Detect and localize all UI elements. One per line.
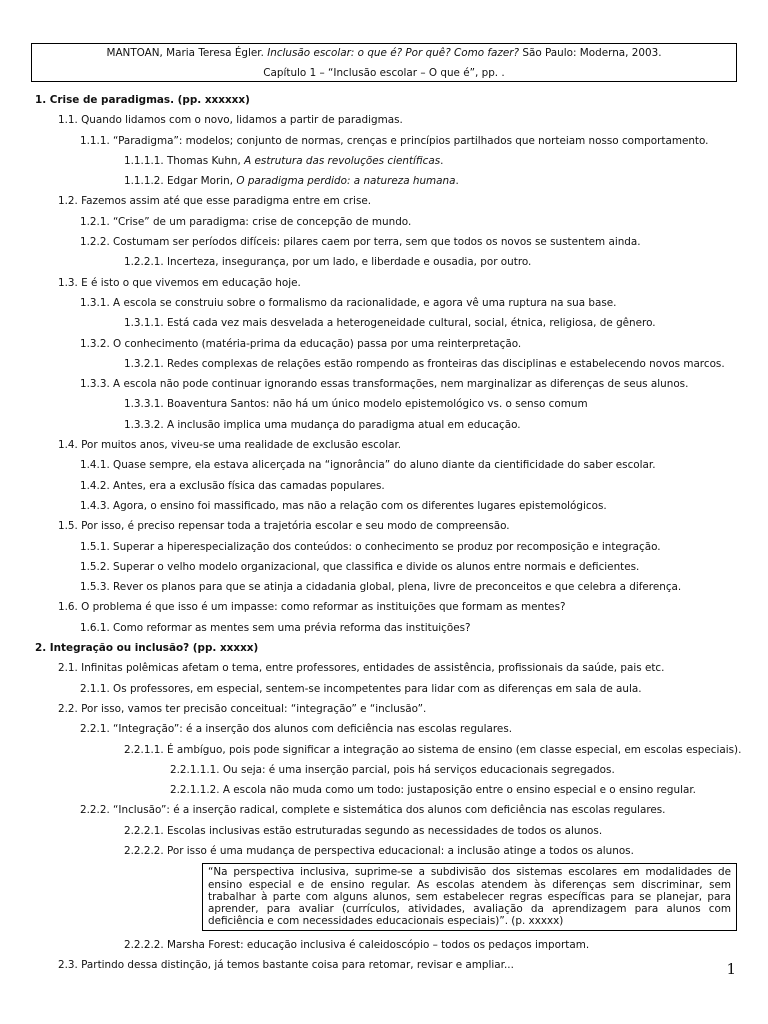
outline-item-text: 1.2.2.1. Incerteza, insegurança, por um lado, e liberdade e ousadia, por outro. xyxy=(124,256,532,269)
outline-item-text: 1.3. E é isto o que vivemos em educação hoje. xyxy=(58,276,301,289)
outline-item-text: 1.3.3.2. A inclusão implica uma mudança do paradigma atual em educação. xyxy=(124,418,521,431)
outline-item-text: 2.2.1.1. É ambíguo, pois pode significar a integração ao sistema de ensino (em classe especial, em escolas especiais). xyxy=(124,743,742,756)
quotation-box: “Na perspectiva inclusiva, suprime-se a subdivisão dos sistemas escolares em modalidades de ensino especial e de ensino regular. As escolas atendem às diferenças sem discriminar, sem trabalhar à parte com alguns alunos, sem estabelecer regras específicas para se planejar, para aprender, para avaliar (currículos, atividades, avaliação da aprendizagem para alunos com deficiência e com necessidades educacionais especiais)”. (p. xxxxx) xyxy=(202,863,737,930)
outline-item-text: 1.2.2. Costumam ser períodos difíceis: pilares caem por terra, sem que todos os novos se sustentem ainda. xyxy=(80,236,641,249)
work-title: O paradigma perdido: a natureza humana xyxy=(236,175,456,188)
outline-item xyxy=(0,821,768,841)
outline-item-text: 1.5.2. Superar o velho modelo organizacional, que classifica e divide os alunos entre normais e deficientes. xyxy=(80,560,640,573)
outline-item xyxy=(0,800,768,820)
outline-item xyxy=(0,171,768,191)
outline-item xyxy=(0,131,768,151)
outline-item-text: 1. Crise de paradigmas. (pp. xxxxxx) xyxy=(35,94,250,106)
outline-item-text: 1.3.1.1. Está cada vez mais desvelada a heterogeneidade cultural, social, étnica, religiosa, de gênero. xyxy=(124,317,656,330)
outline-item xyxy=(0,313,768,333)
outline-item-suffix: . xyxy=(440,154,444,167)
outline-item-text: 1.3.3. A escola não pode continuar ignorando essas transformações, nem marginalizar as diferenças de seus alunos. xyxy=(80,378,689,391)
outline-item xyxy=(0,658,768,678)
outline-item-text: 2.2.1.1.2. A escola não muda como um todo: justaposição entre o ensino especial e o ensino regular. xyxy=(170,784,696,797)
outline-item xyxy=(0,618,768,638)
outline-item xyxy=(0,740,768,760)
outline-item-text: 2.2. Por isso, vamos ter precisão conceitual: “integração” e “inclusão”. xyxy=(58,702,427,715)
outline-item xyxy=(0,841,768,861)
outline-item-text: 1.1.1.1. Thomas Kuhn, xyxy=(124,154,245,167)
outline-item xyxy=(0,516,768,536)
outline-item xyxy=(0,760,768,780)
outline-item-text: 1.6. O problema é que isso é um impasse: como reformar as instituições que formam as mentes? xyxy=(58,601,566,614)
outline-item xyxy=(0,719,768,739)
outline-item-text: 2.1.1. Os professores, em especial, sentem-se incompetentes para lidar com as diferenças em sala de aula. xyxy=(80,682,642,695)
outline-item xyxy=(0,252,768,272)
outline-item-text: 2.3. Partindo dessa distinção, já temos bastante coisa para retomar, revisar e ampliar... xyxy=(58,959,514,972)
outline-item xyxy=(0,780,768,800)
outline-item-text: 1.4.3. Agora, o ensino foi massificado, mas não a relação com os diferentes lugares epistemológicos. xyxy=(80,499,607,512)
outline-item-text: 1.3.1. A escola se construiu sobre o formalismo da racionalidade, e agora vê uma ruptura na sua base. xyxy=(80,296,617,309)
reference-line xyxy=(32,47,736,59)
outline-item-text: 1.5.3. Rever os planos para que se atinja a cidadania global, plena, livre de preconceitos e que celebra a diferença. xyxy=(80,581,682,594)
outline-item-text: 2. Integração ou inclusão? (pp. xxxxx) xyxy=(35,642,259,655)
reference-author: MANTOAN, Maria Teresa Égler. xyxy=(106,47,264,59)
outline-item-text: 1.3.2.1. Redes complexas de relações estão rompendo as fronteiras das disciplinas e estabelecendo novos marcos. xyxy=(124,357,725,370)
outline-item xyxy=(0,476,768,496)
outline-item xyxy=(0,935,768,955)
bibliographic-reference-box xyxy=(31,43,737,82)
section-heading xyxy=(0,90,768,110)
outline-item xyxy=(0,699,768,719)
outline-item xyxy=(0,435,768,455)
reference-title: Inclusão escolar: o que é? Por quê? Como fazer? xyxy=(267,47,520,59)
outline-item-text: 2.2.1.1.1. Ou seja: é uma inserção parcial, pois há serviços educacionais segregados. xyxy=(170,763,615,776)
outline-item-text: 1.1.1.2. Edgar Morin, xyxy=(124,175,237,188)
work-title: A estrutura das revoluções científicas xyxy=(244,154,441,167)
outline-item xyxy=(0,212,768,232)
outline-item-text: 2.2.2.1. Escolas inclusivas estão estruturadas segundo as necessidades de todos os alunos. xyxy=(124,824,603,837)
chapter-line: Capítulo 1 – “Inclusão escolar – O que é”, pp. . xyxy=(263,67,505,79)
outline-item xyxy=(0,597,768,617)
outline-item xyxy=(0,955,768,975)
outline-item xyxy=(0,110,768,130)
outline-item xyxy=(0,151,768,171)
outline-item-text: 1.4. Por muitos anos, viveu-se uma realidade de exclusão escolar. xyxy=(58,439,402,452)
outline-item xyxy=(0,577,768,597)
outline-item xyxy=(0,537,768,557)
outline-item-text: 2.2.2. “Inclusão”: é a inserção radical, complete e sistemática dos alunos com deficiência nas escolas regulares. xyxy=(80,804,666,817)
outline-item xyxy=(0,334,768,354)
outline-item-text: 1.2. Fazemos assim até que esse paradigma entre em crise. xyxy=(58,195,372,208)
outline xyxy=(0,90,768,975)
outline-item xyxy=(0,273,768,293)
outline-item-text: 2.2.2.2. Por isso é uma mudança de perspectiva educacional: a inclusão atinge a todos os alunos. xyxy=(124,844,634,857)
outline-item xyxy=(0,557,768,577)
outline-item-text: 1.1. Quando lidamos com o novo, lidamos a partir de paradigmas. xyxy=(58,114,403,127)
outline-item-text: 1.4.1. Quase sempre, ela estava alicerçada na “ignorância” do aluno diante da cientificidade do saber escolar. xyxy=(80,459,656,472)
outline-item-text: 2.2.2.2. Marsha Forest: educação inclusiva é caleidoscópio – todos os pedaços importam. xyxy=(124,938,590,951)
outline-item-text: 1.3.3.1. Boaventura Santos: não há um único modelo epistemológico vs. o senso comum xyxy=(124,398,588,411)
outline-item-text: 2.1. Infinitas polêmicas afetam o tema, entre professores, entidades de assistência, profissionais da saúde, pais etc. xyxy=(58,662,665,675)
outline-item-text: 2.2.1. “Integração”: é a inserção dos alunos com deficiência nas escolas regulares. xyxy=(80,723,513,736)
outline-item-text: 1.3.2. O conhecimento (matéria-prima da educação) passa por uma reinterpretação. xyxy=(80,337,522,350)
outline-item xyxy=(0,191,768,211)
outline-item xyxy=(0,394,768,414)
outline-item xyxy=(0,374,768,394)
outline-item xyxy=(0,415,768,435)
outline-item-text: 1.4.2. Antes, era a exclusão física das camadas populares. xyxy=(80,479,385,492)
outline-item xyxy=(0,293,768,313)
outline-item-suffix: . xyxy=(455,175,459,188)
outline-item-text: 1.2.1. “Crise” de um paradigma: crise de concepção de mundo. xyxy=(80,215,412,228)
page-number: 1 xyxy=(726,960,736,978)
outline-item xyxy=(0,232,768,252)
outline-item-text: 1.1.1. “Paradigma”: modelos; conjunto de normas, crenças e princípios partilhados que norteiam nosso comportamento. xyxy=(80,134,709,147)
outline-item-text: 1.6.1. Como reformar as mentes sem uma prévia reforma das instituições? xyxy=(80,621,471,634)
outline-item xyxy=(0,455,768,475)
section-heading xyxy=(0,638,768,658)
outline-item xyxy=(0,679,768,699)
reference-publisher: São Paulo: Moderna, 2003. xyxy=(522,47,662,59)
outline-item-text: 1.5. Por isso, é preciso repensar toda a trajetória escolar e seu modo de compreensão. xyxy=(58,520,510,533)
outline-item xyxy=(0,496,768,516)
outline-item-text: 1.5.1. Superar a hiperespecialização dos conteúdos: o conhecimento se produz por recomposição e integração. xyxy=(80,540,661,553)
outline-item xyxy=(0,354,768,374)
